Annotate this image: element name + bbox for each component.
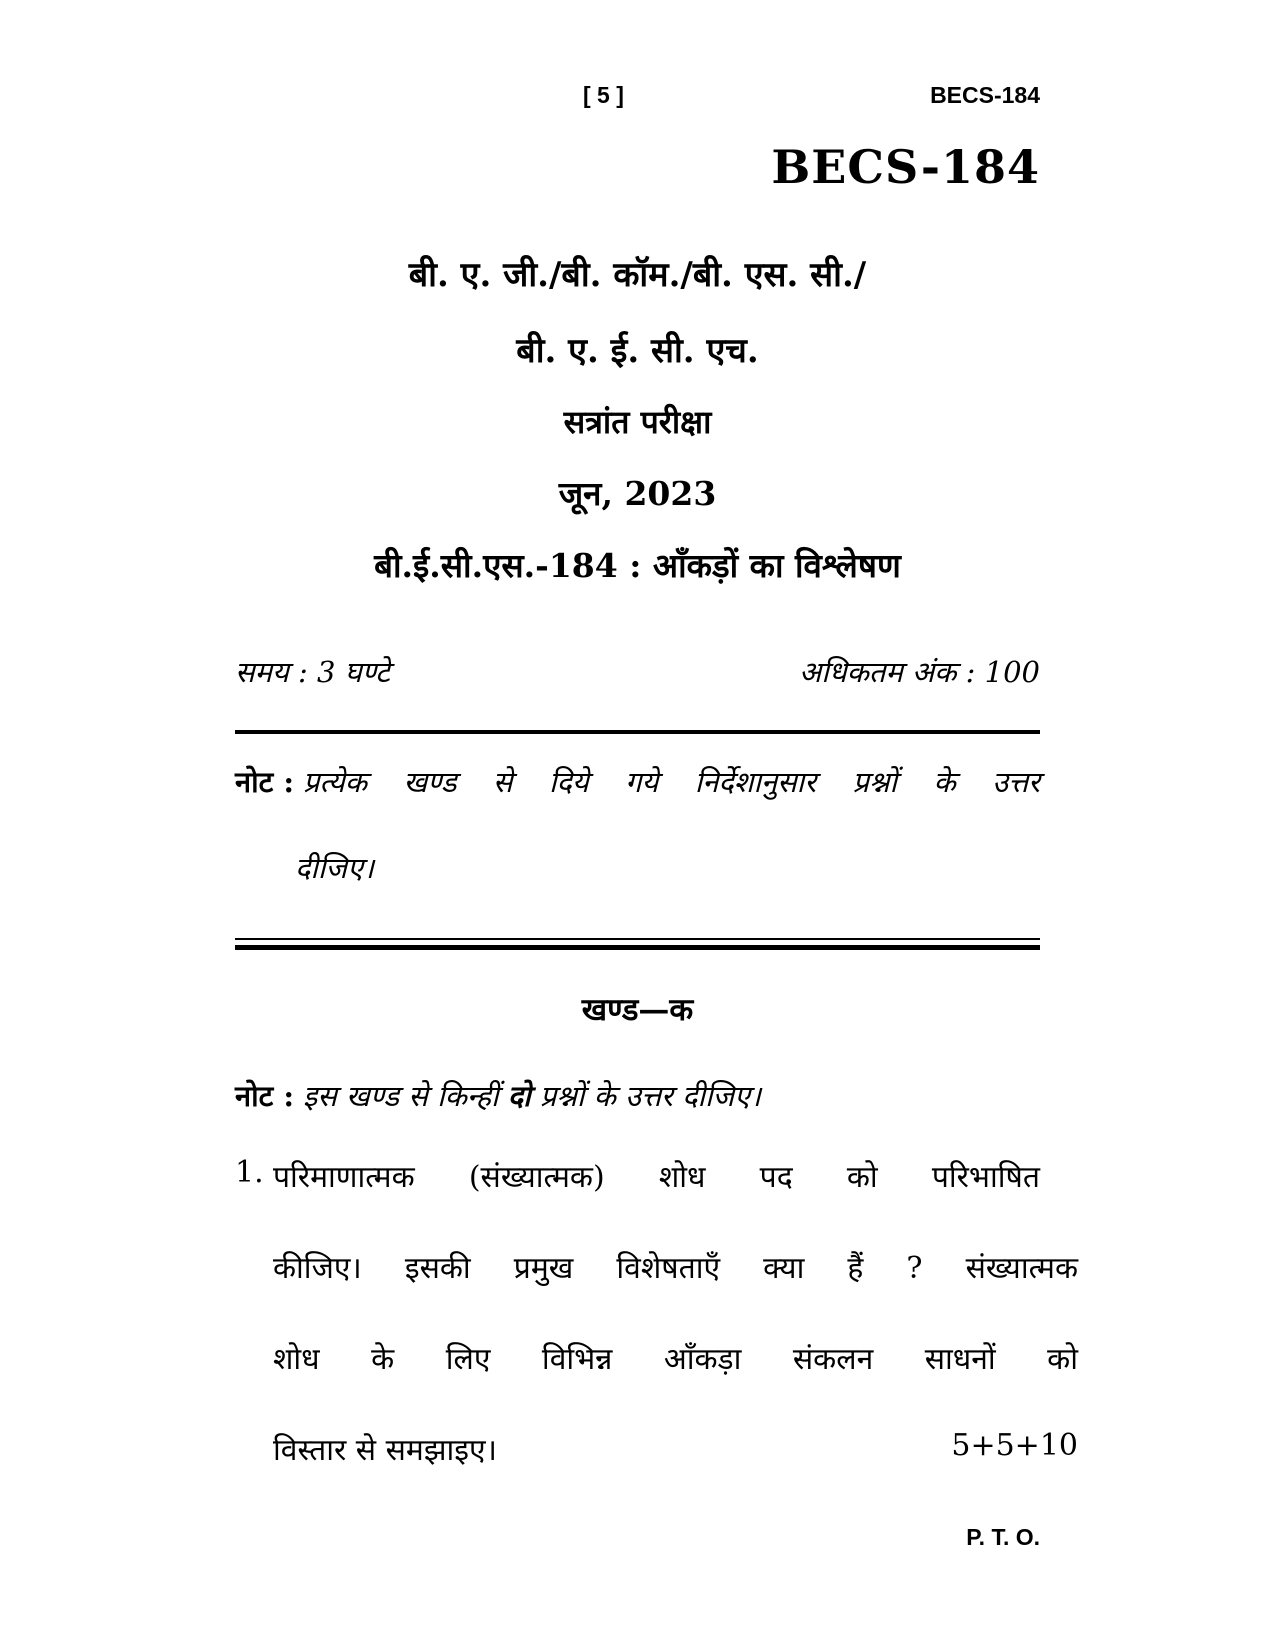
section-note-pre: इस खण्ड से किन्हीं xyxy=(303,1079,508,1113)
programme-line-1: बी. ए. जी./बी. कॉम./बी. एस. सी./ xyxy=(408,255,867,295)
running-head-paper-code: BECS-184 xyxy=(930,82,1040,108)
running-head xyxy=(235,82,1040,112)
general-note xyxy=(235,762,1040,801)
question-1-line-3: शोध के लिए विभिन्न आँकड़ा संकलन साधनों को xyxy=(273,1342,1078,1377)
double-horizontal-rule xyxy=(235,938,1040,950)
question-1-line-1: परिमाणात्मक (संख्यात्मक) शोध पद को परिभाषित xyxy=(273,1160,1040,1195)
time-allowed: समय : 3 घण्टे xyxy=(235,655,390,689)
section-note-label: नोट : xyxy=(235,1079,295,1113)
programme-line-2: बी. ए. ई. सी. एच. xyxy=(516,331,759,371)
question-1-last-line xyxy=(235,1428,1078,1469)
horizontal-rule xyxy=(235,730,1040,734)
pto-label: P. T. O. xyxy=(966,1524,1040,1550)
section-title: खण्ड—क xyxy=(581,992,694,1028)
paper-code-title: BECS-184 xyxy=(771,140,1040,194)
section-note-post: प्रश्नों के उत्तर दीजिए। xyxy=(530,1079,762,1113)
section-note xyxy=(235,1076,1040,1115)
section-note-text xyxy=(303,1076,1040,1115)
section-note-bold-word: दो xyxy=(507,1079,531,1113)
question-1-marks: 5+5+10 xyxy=(951,1428,1078,1463)
course-title-line: बी.ई.सी.एस.-184 : आँकड़ों का विश्लेषण xyxy=(374,546,901,585)
exam-session: जून, 2023 xyxy=(558,474,717,513)
general-note-line-1: प्रत्येक खण्ड से दिये गये निर्देशानुसार प्रश्नों के उत्तर xyxy=(303,765,1040,799)
time-marks-row xyxy=(235,652,1040,691)
exam-title: सत्रांत परीक्षा xyxy=(563,403,712,441)
question-1-number: 1. xyxy=(235,1155,264,1190)
page-number: [ 5 ] xyxy=(583,82,624,108)
question-1-line-2: कीजिए। इसकी प्रमुख विशेषताएँ क्या हैं ? संख्यात्मक xyxy=(273,1251,1078,1286)
note-label: नोट : xyxy=(235,765,295,799)
general-note-line-2: दीजिए। xyxy=(295,851,374,885)
question-1-line-4: विस्तार से समझाइए। xyxy=(273,1433,497,1468)
maximum-marks: अधिकतम अंक : 100 xyxy=(799,655,1040,689)
question-1-row xyxy=(235,1155,1040,1196)
